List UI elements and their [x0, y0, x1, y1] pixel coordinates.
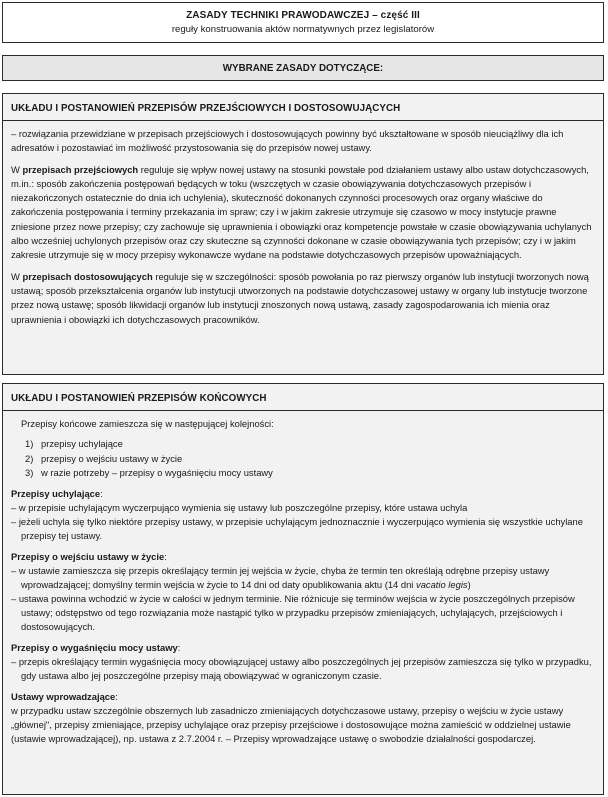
section-paragraph: W przepisach dostosowujących reguluje się w szczególności: sposób powołania po raz pierwszy organów lub instytucji tworzonych nową ustawą; sposób przekształcenia organów lub instytucji utworzonych na podstawie dotychczasowej ustawy w organy lub instytucje tworzone przez nową ustawę; sposób likwidacji organów lub instytucji znoszonych nową ustawą, zasady zagospodarowania ich mienia oraz uprawnienia i obowiązki ich dotychczasowych pracowników. [11, 270, 589, 325]
group-entry-into-force [11, 550, 595, 634]
group-line: – przepis określający termin wygaśnięcia mocy obowiązującej ustawy albo poszczególnych jej przepisów zamieszcza się tylko w przypadku, gdy ustawa albo jej poszczególne przepisy mają obowiązywać w ograniczonym czasie. [11, 655, 592, 681]
section-divider [3, 120, 603, 121]
order-list [11, 437, 595, 481]
group-introductory-acts [11, 690, 595, 746]
group-repealing [11, 487, 595, 543]
group-line: – w ustawie zamieszcza się przepis określający termin jej wejścia w życie, chyba że termin ten określają odrębne przepisy ustawy wprowadzającej; domyślny termin wejścia w życie to 14 dni od daty opublikowania aktu (14 dni vacatio legis) [11, 564, 550, 590]
header-box [2, 2, 604, 43]
section-divider [3, 410, 603, 411]
list-item: 1) przepisy uchylające [25, 438, 123, 450]
selected-principles-bar: WYBRANE ZASADY DOTYCZĄCE: [2, 55, 604, 81]
section-paragraph: – rozwiązania przewidziane w przepisach przejściowych i dostosowujących powinny być ukształtowane w sposób nieuciążliwy dla ich adresatów i pozostawiać im możliwość przystosowania się do przepisów nowej ustawy. [11, 128, 564, 154]
section-transitional-provisions [2, 93, 604, 375]
list-item: 2) przepisy o wejściu ustawy w życie [25, 452, 183, 464]
group-expiry [11, 641, 595, 683]
term-adjusting: przepisach dostosowujących [22, 270, 153, 282]
list-item: 3) w razie potrzeby – przepisy o wygaśnięciu mocy ustawy [25, 467, 273, 479]
section-title: UKŁADU I POSTANOWIEŃ PRZEPISÓW KOŃCOWYCH [11, 393, 267, 404]
page-subtitle: reguły konstruowania aktów normatywnych przez legislatorów [171, 24, 435, 35]
term-transitional: przepisach przejściowych [22, 163, 139, 175]
group-heading: Przepisy o wejściu ustawy w życie: [11, 550, 167, 562]
section-paragraph: W przepisach przejściowych reguluje się wpływ nowej ustawy na stosunki powstałe pod działaniem ustawy albo ustaw dotychczasowych, m.in.: sposób zakończenia postępowań będących w toku (wszczętych w czasie obowiązywania dotychczasowych przepisów i niezakończonych ostatecznie do dnia ich uchylenia), skuteczność dokonanych czynności procesowych oraz organy właściwe do zakończenia postępowania i terminy przekazania im spraw; czy i w jakim zakresie utrzymuje się czasowo w mocy instytucje prawne zniesione przez nowe przepisy; czy zachowuje się uprawnienia i obowiązki oraz kompetencje powstałe w czasie obowiązywania uchylanych albo wcześniej uchylonych przepisów oraz czy skuteczne są czynności dokonane w czasie obowiązywania tych przepisów; czy i w jakim zakresie utrzymuje się w mocy przepisy wykonawcze wydane na podstawie dotychczasowych przepisów upoważniających. [11, 163, 592, 261]
group-line: – ustawa powinna wchodzić w życie w całości w jednym terminie. Nie różnicuje się terminów wejścia w życie poszczególnych przepisów ustawy; odstępstwo od tego rozwiązania może nastąpić tylko w przypadku przepisów zmieniających, uchylających, przejściowych i dostosowujących. [11, 592, 575, 632]
group-heading: Ustawy wprowadzające: [11, 690, 118, 702]
section-final-provisions [2, 383, 604, 795]
group-line: – jeżeli uchyla się tylko niektóre przepisy ustawy, w przepisie uchylającym jednoznacznie i wyczerpująco wymienia się wszystkie uchylane przepisy tej ustawy. [11, 515, 583, 541]
group-text: w przypadku ustaw szczególnie obszernych lub zasadniczo zmieniających dotychczasowe ustawy, przepisy o wejściu w życie ustawy „głównej", przepisy zmieniające, przepisy uchylające oraz przepisy przejściowe i dostosowujące można zamieścić w oddzielnej ustawie (ustawie wprowadzającej), np. ustawa z 2.7.2004 r. – Przepisy wprowadzające ustawę o swobodzie działalności gospodarczej. [11, 704, 571, 744]
group-line: – w przepisie uchylającym wyczerpująco wymienia się ustawy lub poszczególne przepisy, które ustawa uchyla [11, 501, 468, 513]
order-intro: Przepisy końcowe zamieszcza się w następującej kolejności: [21, 418, 274, 429]
group-heading: Przepisy uchylające: [11, 487, 103, 499]
group-heading: Przepisy o wygaśnięciu mocy ustawy: [11, 641, 181, 653]
section-title: UKŁADU I POSTANOWIEŃ PRZEPISÓW PRZEJŚCIOWYCH I DOSTOSOWUJĄCYCH [11, 103, 401, 114]
page-title: ZASADY TECHNIKI PRAWODAWCZEJ – część III [186, 10, 420, 21]
